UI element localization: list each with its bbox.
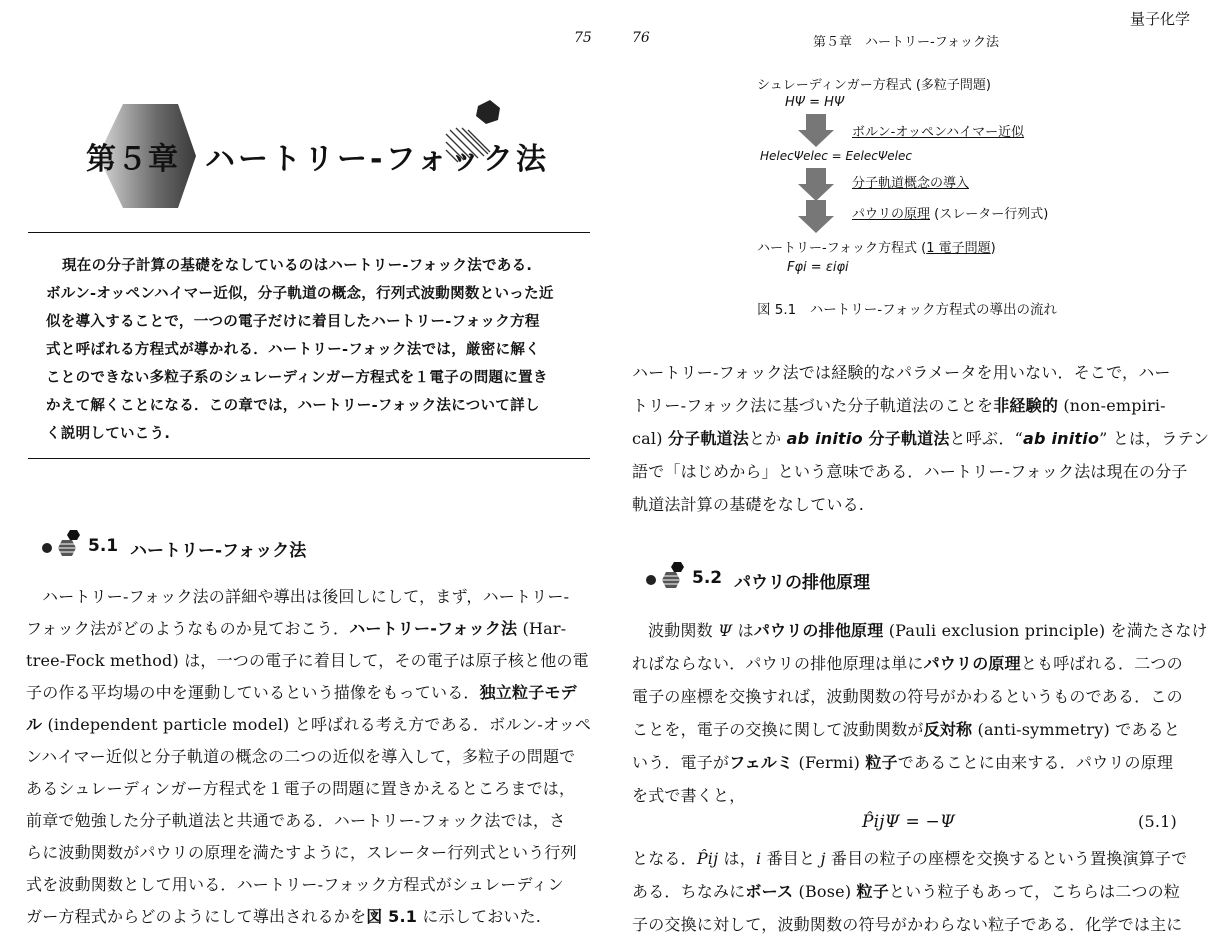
body-line: 語で「はじめから」という意味である．ハートリー-フォック法は現在の分子 (632, 462, 1188, 481)
flow-equation-1: HΨ = HΨ (785, 95, 845, 110)
body-text: (Pauli exclusion principle) を満たさなけ (883, 621, 1208, 640)
math-symbol: Ψ (718, 621, 733, 640)
body-line (632, 879, 1180, 902)
section-title: パウリの排他原理 (734, 573, 870, 593)
body-text: と呼ぶ．“ (949, 429, 1024, 448)
bold-term: ハートリー-フォック法 (349, 619, 518, 638)
body-text: となる． (632, 849, 697, 868)
body-text: (independent particle model) と呼ばれる考え方である．ボルン-オッペ (42, 715, 592, 734)
math-symbol: P̂ij (696, 849, 719, 868)
body-text: であることに由来する．パウリの原理 (897, 753, 1174, 772)
bold-term: パウリの原理 (923, 654, 1021, 673)
flow-step-many-body: シュレーディンガー方程式 (多粒子問題) (757, 78, 991, 93)
left-page-number: 75 (574, 30, 592, 46)
body-line: 式を波動関数として用いる．ハートリー-フォック方程式がシュレーディン (26, 875, 564, 894)
body-line (632, 717, 1180, 740)
flow-arrow-label-pauli (852, 203, 1048, 222)
bold-term: 分子軌道法 (667, 429, 749, 448)
body-line: 電子の座標を交換すれば，波動関数の符号がかわるというものである．この (632, 687, 1183, 706)
flow-text: ハートリー-フォック方程式 ( (757, 241, 927, 256)
body-text: ればならない．パウリの排他原理は単に (632, 654, 924, 673)
flow-arrow-label-mo-concept: 分子軌道概念の導入 (852, 176, 970, 191)
down-arrow-icon (798, 168, 838, 202)
bold-term: 分子軌道法 (862, 429, 950, 448)
flow-text: ) (990, 241, 996, 256)
running-head: 第５章 ハートリー-フォック法 (813, 35, 1000, 50)
intro-line: 現在の分子計算の基礎をなしているのはハートリー-フォック法である. (62, 258, 533, 274)
body-line: 前章で勉強した分子軌道法と共通である．ハートリー-フォック法では，さ (26, 811, 566, 830)
body-text: ある．ちなみに (632, 882, 746, 901)
bold-term: ル (26, 715, 43, 734)
body-text: 子の作る平均場の中を運動しているという描像をもっている． (26, 683, 480, 702)
body-line (26, 616, 566, 639)
body-line: tree-Fock method) は，一つの電子に着目して，その電子は原子核と他の電 (26, 651, 589, 670)
intro-top-rule (28, 232, 590, 233)
body-line (632, 393, 1166, 416)
intro-line: 似を導入することで，一つの電子だけに着目したハートリー-フォック方程 (46, 314, 540, 330)
chapter-title: ハートリー-フォック法 (205, 142, 549, 177)
corner-label: 量子化学 (1130, 10, 1191, 28)
body-text: 波動関数 (648, 621, 719, 640)
bold-term: 独立粒子モデ (479, 683, 577, 702)
math-symbol: i (755, 849, 762, 868)
body-text: (non-empiri- (1058, 396, 1166, 415)
flow-arrow-label-born-oppenheimer: ボルン-オッペンハイマー近似 (852, 125, 1025, 140)
body-text: フォック法がどのようなものか見ておこう． (26, 619, 350, 638)
body-line (632, 426, 1209, 449)
section-bullet-icon (40, 528, 84, 560)
bold-italic-term: ab initio (786, 429, 863, 448)
body-text: とも呼ばれる．二つの (1020, 654, 1183, 673)
down-arrow-icon (798, 200, 838, 234)
body-line (648, 618, 1208, 641)
body-line (26, 712, 591, 735)
body-text: (Har- (517, 619, 567, 638)
body-text: トリー-フォック法に基づいた分子軌道法のことを (632, 396, 994, 415)
body-line: ンハイマー近似と分子軌道の概念の二つの近似を導入して，多粒子の問題で (26, 747, 576, 766)
down-arrow-icon (798, 114, 838, 148)
body-line: ハートリー-フォック法の詳細や導出は後回しにして，まず，ハートリー- (42, 587, 570, 606)
equation-5-1: P̂ijΨ = −Ψ (862, 812, 956, 832)
body-line (632, 750, 1173, 773)
body-line (26, 680, 577, 703)
flow-text: (スレーター行列式) (930, 207, 1049, 222)
flow-text: パウリの原理 (852, 207, 931, 222)
body-text: は， (718, 849, 756, 868)
bold-term: フェルミ (729, 753, 794, 772)
body-line: あるシュレーディンガー方程式を１電子の問題に置きかえるところまでは， (26, 779, 576, 798)
intro-line: 式と呼ばれる方程式が導かれる．ハートリー-フォック法では，厳密に解く (46, 342, 540, 358)
body-text: という粒子もあって，こちらは二つの粒 (888, 882, 1181, 901)
intro-line: ことのできない多粒子系のシュレーディンガー方程式を１電子の問題に置き (46, 370, 548, 386)
flow-text: 1 電子問題 (926, 241, 991, 256)
body-line: 軌道法計算の基礎をなしている. (632, 495, 865, 514)
section-title: ハートリー-フォック法 (130, 541, 307, 561)
body-line (632, 846, 1187, 869)
bold-term: 非経験的 (993, 396, 1059, 415)
body-line: を式で書くと， (632, 786, 746, 805)
figure-caption: 図 5.1 ハートリー-フォック方程式の導出の流れ (757, 302, 1057, 318)
flow-equation-3: Fφi = εiφi (787, 260, 849, 275)
body-text: (anti-symmetry) であると (972, 720, 1181, 739)
body-line (26, 904, 541, 927)
section-number: 5.1 (88, 536, 119, 556)
figure-reference: 図 5.1 (366, 907, 418, 926)
bold-term: パウリの排他原理 (753, 621, 884, 640)
body-text: とか (748, 429, 787, 448)
bold-term: 反対称 (923, 720, 973, 739)
flow-step-hf-equation (757, 237, 996, 256)
bold-term: ボース (745, 882, 794, 901)
body-text: 番目と (761, 849, 821, 868)
section-bullet-icon (644, 560, 688, 592)
bold-term: 粒子 (865, 753, 898, 772)
body-text: 番目の粒子の座標を交換するという置換演算子で (825, 849, 1188, 868)
body-text: (Fermi) (793, 753, 866, 772)
bold-italic-term: ab initio (1023, 429, 1100, 448)
body-text: ガー方程式からどのようにして導出されるかを (26, 907, 367, 926)
section-number: 5.2 (692, 568, 723, 588)
body-text: に示しておいた. (417, 907, 542, 926)
equation-number: (5.1) (1138, 812, 1177, 831)
intro-bottom-rule (28, 458, 590, 459)
body-text: いう．電子が (632, 753, 730, 772)
body-text: cal) (632, 429, 668, 448)
body-line: らに波動関数がパウリの原理を満たすように，スレーター行列式という行列 (26, 843, 577, 862)
body-line: 子の交換に対して，波動関数の符号がかわらない粒子である．化学では主に (632, 915, 1183, 934)
bold-term: 粒子 (856, 882, 889, 901)
intro-line: かえて解くことになる．この章では，ハートリー-フォック法について詳し (46, 398, 540, 414)
right-page-number: 76 (632, 30, 650, 46)
chapter-label: 第５章 (86, 142, 179, 177)
intro-line: く説明していこう. (46, 426, 171, 442)
body-text: ことを，電子の交換に関して波動関数が (632, 720, 924, 739)
math-symbol: j (820, 849, 826, 868)
flow-equation-2: HelecΨelec = EelecΨelec (760, 149, 912, 163)
intro-line: ボルン-オッペンハイマー近似，分子軌道の概念，行列式波動関数といった近 (46, 286, 554, 302)
body-line (632, 651, 1183, 674)
body-text: (Bose) (793, 882, 857, 901)
body-line: ハートリー-フォック法では経験的なパラメータを用いない．そこで，ハー (632, 363, 1171, 382)
body-text: は (732, 621, 754, 640)
body-text: ” とは，ラテン (1099, 429, 1210, 448)
